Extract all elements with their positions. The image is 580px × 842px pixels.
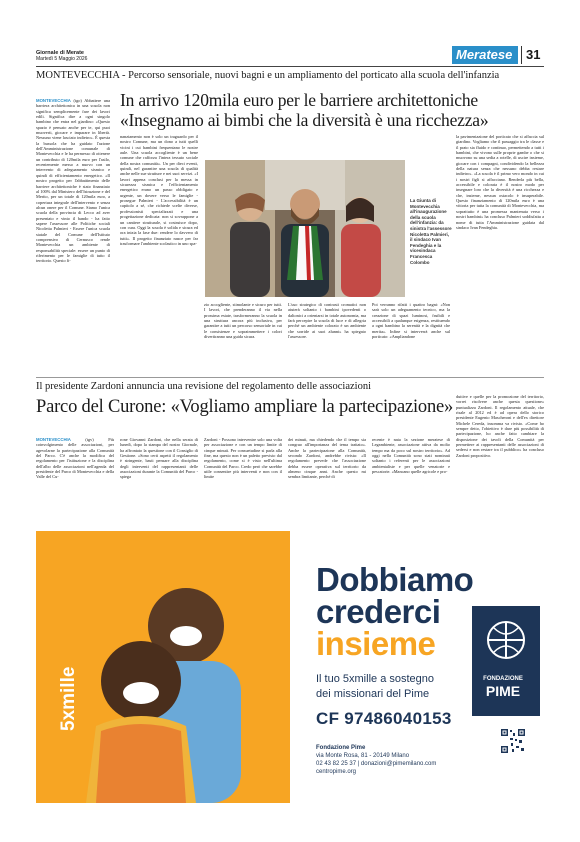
article1-headline: [120, 90, 545, 130]
article1-photo-caption: La Giunta di Montevecchia all'inaugurazione della scuola dell'infanzia: da sinistra l'assessore Nicoletta Palmieri, il sindaco Ivan Fendeghia e la vicesindaca Francesca Colombo: [410, 198, 452, 265]
article1-column-6: la pavimentazione del porticato che si affaccia sul giardino. Vogliamo che il passaggio tra le classe e il prato sia fluido e continuo, permettendo a tutti i bambini, che vivono sulle proprie gambe o che si muovono su una sedia a rotelle, di uscire insieme, giocare con i compagni, condividendo la bellezza della natura senza che nessuno debba restare indietro». «La scuola è il primo vero mondo in cui i nostri figli si affacciano. Renderla più bella, accessibile e colorata è il nostro modo per insegnare loro che la diversità è una ricchezza e che, insieme, nessun ostacolo è insuperabile. Questo finanziamento di 120mila euro è una vittoria per tutta la comunità di Montevecchia, ma soprattutto è una promessa mantenuta verso i nostri bambini» ha concluso Palmieri soddisfatta a nome di tutta l'Amministrazione guidata dal sindaco Ivan Fendeghia.: [456, 134, 544, 230]
article1-column-2: nanziamento non è solo un traguardo per il nostro Comune, ma un dono a tutti quelli vicini i cui bambini frequentano le nostre aule. Una scuola accogliente è un bene comune che rafforza l'intera tessuto sociale della nostra comunità». Un per dieci eventi, quindi, nel garantire una scuola di qualità anche nelle sue strutture e nei suoi servizi. «I lavori appena conclusi per la messa in sicurezza sismica e l'efficientamento energetico erano un passo obbligato e urgente, un dovere verso le famiglie - prosegue Palmieri - L'accessibilità è un capitolo a sé, che richiede scelte diverse, professionisti specializzati e una progettazione dedicata: non si sovrappone a un cantiere strutturale, si costruisce dopo, con cura. Oggi la scuola è solida e sicura ed ora inizia la fase due: rendere lo davvero di tutti». Il progetto finanziato nasce per far trasformare l'ambiente scolastico in uno spa-: [120, 134, 198, 246]
advert-subtitle-2: dei missionari del Pime: [316, 688, 430, 700]
article1-column-3: zio accogliente, stimolante e sicuro per tutti. I lavori, che prenderanno il via nella prossima estate, trasformeranno la scuola in una struttura ancora più inclusiva, per garantire a tutti un percorso sensoriale in cui le consistenze e sopraimmettere i colori divertiranno una guida sicura.: [204, 302, 282, 340]
advert-subtitle-1: Il tuo 5xmille a sostegno: [316, 673, 435, 685]
header-rule: [36, 66, 544, 67]
advert-headline-line2: crederci: [316, 593, 441, 630]
article2-column-6: duttive e quelle per la promozione del territorio, vorrei risolvere anche questa questione» puntualizza Zardoni. Il regolamento attuale, che risale al 2012 ed è ad opera dello storico presidente Eugenio Mascheroni e dell'ex direttore Michele Cereda, insomma va rivisto. «Come ho sempre detto, l'obiettivo è dare più possibilità di partecipazione, ho anche fatto cambiare la disposizione dei tavoli della Comunità per permettere ai rappresentanti delle associazioni di sedersi e non restare tra il pubblico» ha concluso Zardoni propositivo.: [456, 394, 544, 458]
advert-phone: 02 43 82 25 37 | donazioni@pimemilano.com: [316, 761, 437, 767]
article1-photo: [205, 160, 405, 297]
article1-column-1: [36, 98, 110, 370]
article1-col1-text: (tgo) Abbattere una barriera architettonica in una scuola non significa semplicemente fare dei lavori edili. Significa dire a ogni singolo bambino che entra nel giardino: «Questo spazio è pensato anche per te, qui puoi muoverti, giocare e imparare in libertà. Nessuno viene lasciato indietro». È questa la bussola che ha guidato l'azione dell'Amministrazione comunale di Montevecchia e le ha permesso di ottenere un contributo di 120mila euro per l'asilo, recentemente messo a nuovo con un intervento di adeguamento sismico e quindi di efficientamento energetico. «Il nostro progetto per l'abbattimento delle barriere architettoniche è stato finanziato al 100% dal Ministero dell'Istruzione e del Merito, per un totale di 120mila euro, a copertura integrale dell'intervento e senza alcun onere per il Comune. Siamo l'unica scuola della provincia di Lecco ad aver presentato e vinto il bando - ha fatto sapere l'assessore alle Politiche sociali Nicoletta Palmieri - Essere l'unica scuola statale del Comune dell'Istituto comprensivo di Cernusco rende Montevecchia un ambiente di responsabilità speciale: essere un punto di riferimento per le famiglie di tutto il territorio. Questo fi-: [36, 98, 110, 264]
article2-column-3: Zardoni - Possono intervenire solo una volta per associazione e con un tempo limite di cinque minuti. Per consuetudine si parla alla fine, ma questo non è un paletto previsto dal regolamento, come si è visto nell'ultima Comunità del Parco. Credo però che sarebbe utile consentire più interventi e non con il limite: [204, 437, 282, 480]
advert-headline-line3: insieme: [316, 625, 436, 662]
newspaper-name: Giornale di Merate: [36, 50, 84, 56]
article1-headline-line2: «Insegnamo ai bimbi che la diversità è una ricchezza»: [120, 110, 489, 130]
article2-headline: Parco del Curone: «Vogliamo ampliare la partecipazione»: [36, 397, 454, 417]
page-number: 31: [521, 46, 540, 64]
advert-website: centropime.org: [316, 769, 357, 775]
pime-logo-label-1: FONDAZIONE: [483, 676, 523, 682]
advert-5xmille-tag: 5xmille: [58, 666, 79, 731]
article2-column-5: recente è nata la sezione meratese di Legambiente, associazione attiva da molto tempo ma da poco sul nostro territorio». Ad oggi nella Comunità sono stati nominati soltanto i referenti per le associazioni ambientaliste e per quelle venatorie e pescatorie. «Mancano quelle agricole e pro-: [372, 437, 450, 475]
article1-kicker: MONTEVECCHIA - Percorso sensoriale, nuovi bagni e un ampliamento del porticato alla scuola dell'infanzia: [36, 70, 500, 81]
masthead: [36, 50, 87, 62]
issue-date: Martedì 5 Maggio 2026: [36, 56, 88, 62]
qr-code-icon: [500, 728, 526, 754]
advert-address: via Monte Rosa, 81 - 20149 Milano: [316, 753, 410, 759]
article1-column-5: Poi verranno rifatti i quattro bagni: «Non sarà solo un adeguamento tecnico, ma la creazione di spazi luminosi, fruibili e accessibili a qualunque esigenza, restituendo a ogni bambino la serenità e la dignità che merita». Infine si interverrà anche sul porticato: «Ampliandone: [372, 302, 450, 340]
article2-kicker: Il presidente Zardoni annuncia una revisione del regolamento delle associazioni: [36, 381, 372, 392]
advert-org-name: Fondazione Pime: [316, 745, 366, 751]
article1-column-4: L'uso strategico di contrasti cromatici non aiuterà soltanto i bambini ipovedenti o daltonici a orientarsi in totale autonomia, ma farà percepire la scuola di luce e di allegria perché un ambiente colorato è un ambiente che sorride ai suoi alunni» ha spiegato l'assessore.: [288, 302, 366, 340]
article1-headline-line1: In arrivo 120mila euro per le barriere architettoniche: [120, 90, 478, 110]
advert-headline-line1: Dobbiamo: [316, 561, 474, 598]
pime-logo: [472, 606, 540, 716]
article2-col1-text: (tgv) Più coinvolgimento delle associazioni, per agevolarne la partecipazione alla Comunità del Parco. C'è anche la modifica del regolamento per l'istituzione e la disciplina dell'albo delle associazioni nell'agenda del presidente del Parco di Montevecchia e della Valle del Cu-: [36, 437, 114, 480]
pime-logo-label-2: PIME: [485, 683, 521, 699]
pime-logo-icon: [472, 606, 540, 666]
advert-tax-code: CF 97486040153: [316, 709, 452, 728]
article1-dateline: MONTEVECCHIA: [36, 98, 71, 103]
section-tab: Meratese: [452, 46, 518, 64]
article2-column-4: dei minuti, ma chiedendo che il tempo sia congruo all'importanza del tema trattato». Anche la partecipazione alla Comunità, secondo Zardoni, andrebbe rivista: «Il regolamento prevede che l'associazione debba essere operativa sul territorio da almeno cinque anni. Anche questo mi sembra limitante, perché di: [288, 437, 366, 480]
section-divider: [36, 377, 544, 378]
article2-dateline: MONTEVECCHIA: [36, 437, 71, 442]
article2-column-2: rone Giovanni Zardoni, che nella serata di lunedì, dopo la stampa del nostro Giornale, ha affrontato la questione con il Consiglio di Gestione. «Sono certi aspetti il regolamento è stringente, basti pensare alla disciplina degli interventi del rappresentanti delle associazioni durante la Comunità del Parco - spiega: [120, 437, 198, 480]
article2-column-1: [36, 437, 114, 525]
advertisement: [36, 531, 544, 803]
